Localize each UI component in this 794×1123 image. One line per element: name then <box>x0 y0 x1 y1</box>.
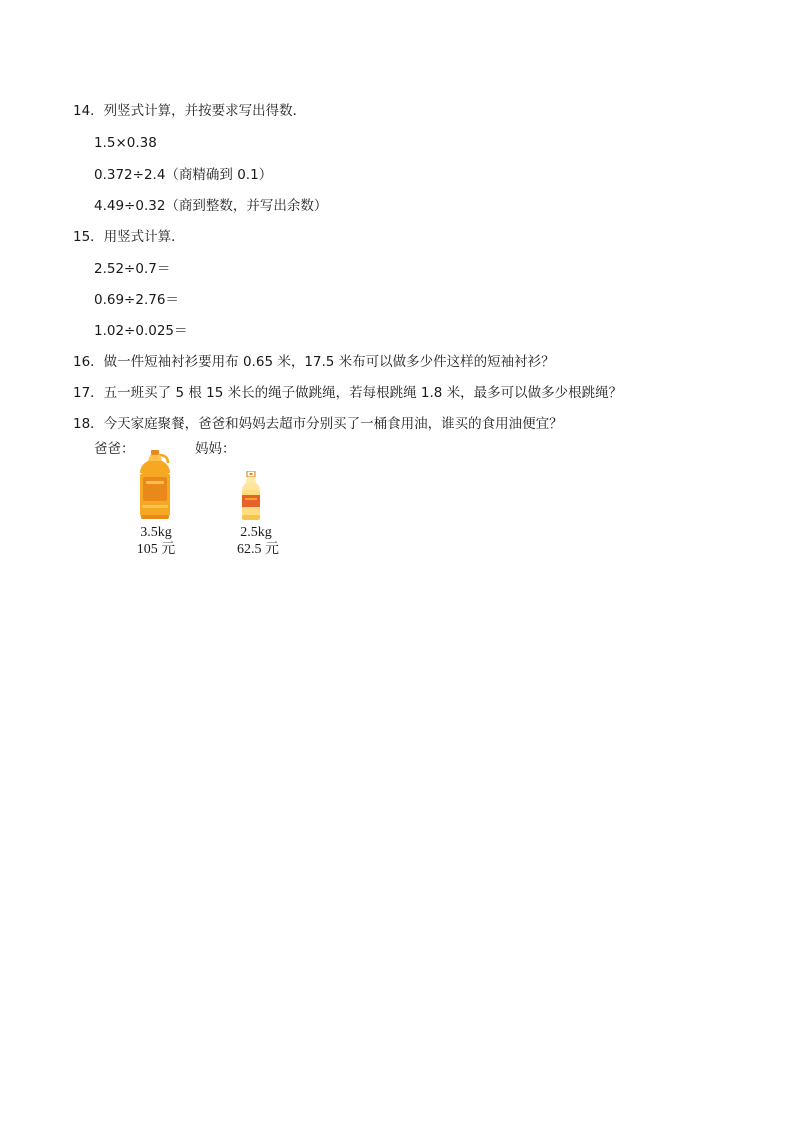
q15-item-2: 0.69÷2.76＝ <box>94 292 179 308</box>
dad-price: 105 元 <box>136 542 176 557</box>
dad-label: 爸爸： <box>94 441 135 457</box>
q17-title: 17．五一班买了 5 根 15 米长的绳子做跳绳，若每根跳绳 1.8 米，最多可以做多少根跳绳？ <box>73 385 623 401</box>
q15-item-3: 1.02÷0.025＝ <box>94 323 188 339</box>
q14-item-2: 0.372÷2.4（商精确到 0.1） <box>94 167 273 183</box>
q15-item-1: 2.52÷0.7＝ <box>94 261 171 277</box>
mom-label: 妈妈： <box>195 441 236 457</box>
q14-item-3: 4.49÷0.32（商到整数，并写出余数） <box>94 198 328 214</box>
mom-weight: 2.5kg <box>240 525 272 540</box>
dad-weight: 3.5kg <box>140 525 172 540</box>
small-oil-bottle-icon <box>241 471 261 521</box>
large-oil-bottle-icon <box>138 449 172 521</box>
q16-title: 16．做一件短袖衬衫要用布 0.65 米，17.5 米布可以做多少件这样的短袖衬衫？ <box>73 354 555 370</box>
q14-item-1: 1.5×0.38 <box>94 135 157 151</box>
q18-title: 18．今天家庭聚餐，爸爸和妈妈去超市分别买了一桶食用油，谁买的食用油便宜？ <box>73 416 563 432</box>
q15-title: 15．用竖式计算． <box>73 229 185 245</box>
mom-price: 62.5 元 <box>237 542 279 557</box>
q14-title: 14．列竖式计算，并按要求写出得数． <box>73 103 307 119</box>
